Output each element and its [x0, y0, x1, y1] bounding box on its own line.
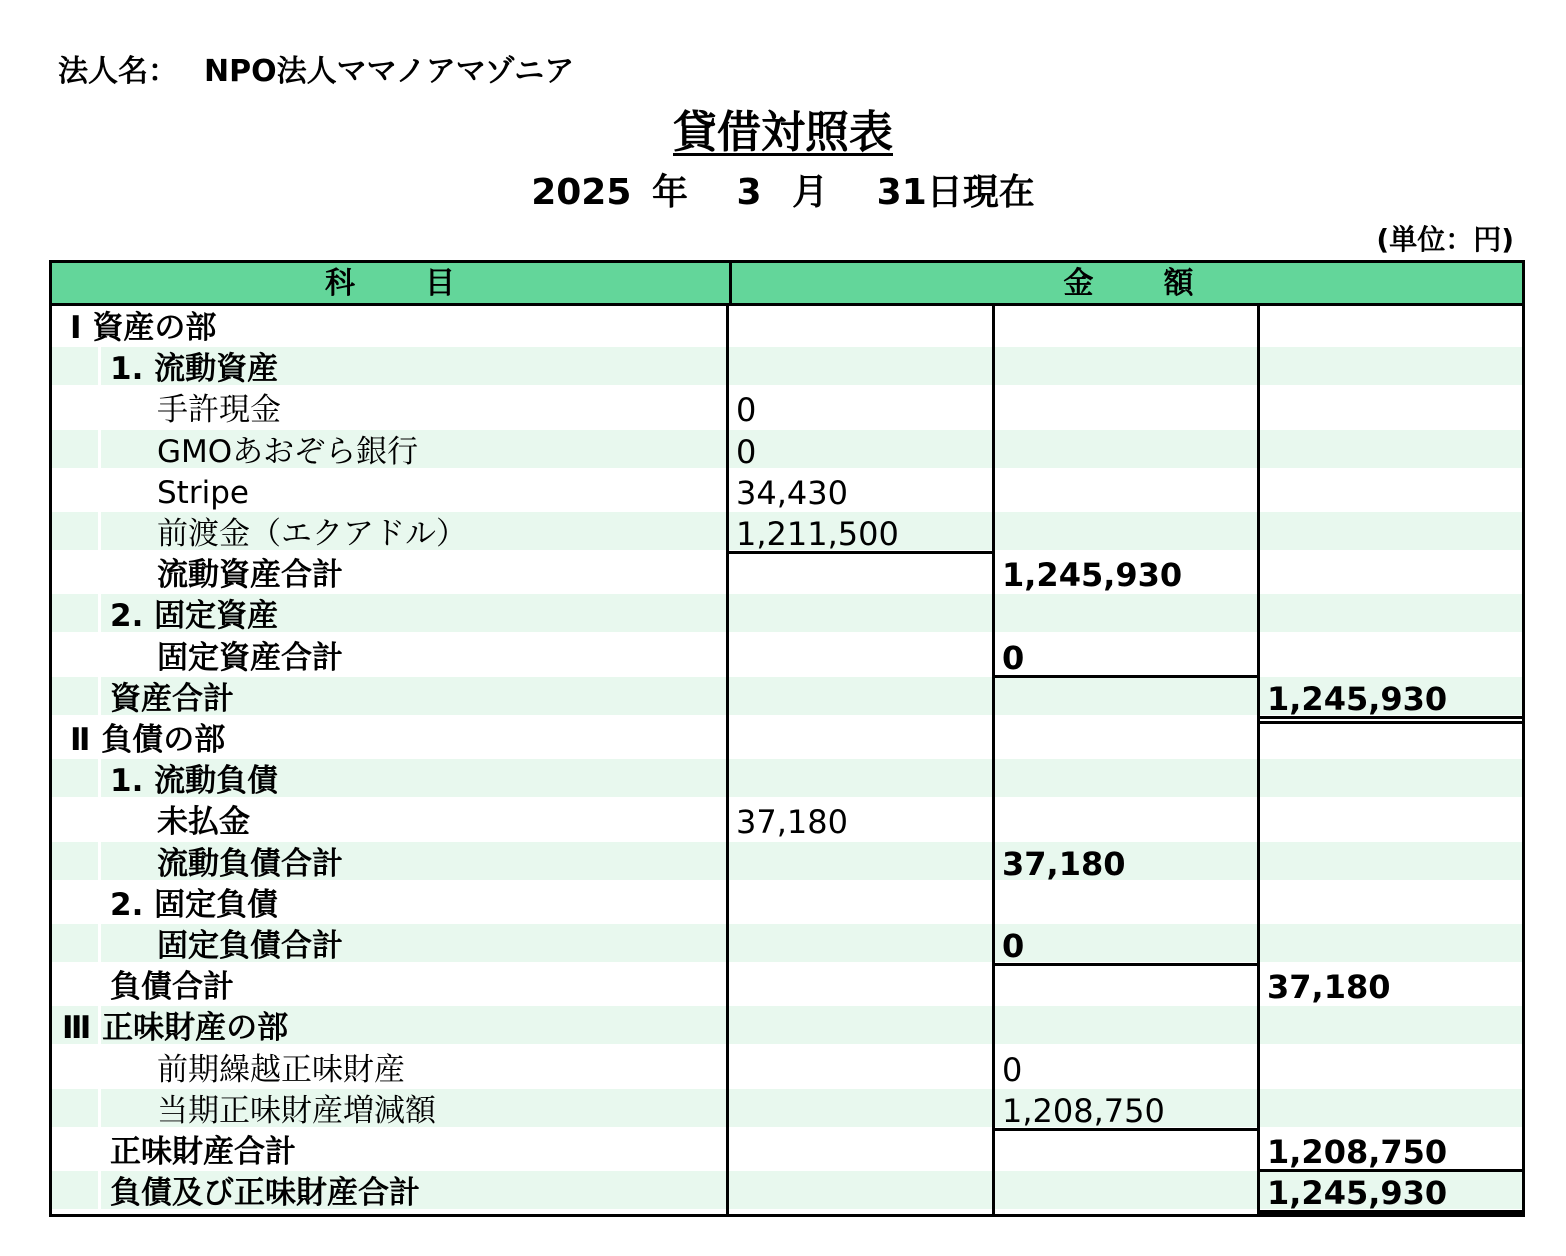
stripe-gap: [98, 347, 101, 385]
amount-cell: 0: [736, 391, 757, 430]
date-year-unit: 年: [651, 172, 688, 213]
row-label: 手許現金: [157, 392, 281, 429]
row-label: 1. 流動資産: [110, 351, 279, 388]
subtotal-rule: [992, 675, 1257, 678]
row-label: 資産合計: [110, 680, 234, 717]
amount-cell: 1,208,750: [1002, 1091, 1165, 1130]
amount-cell: 37,180: [1267, 968, 1391, 1007]
stripe-gap: [98, 1171, 101, 1209]
date-year: 2025: [531, 172, 632, 213]
document-title: 貸借対照表: [673, 107, 893, 158]
column-divider: [992, 306, 995, 1217]
stripe-gap: [98, 842, 101, 880]
amount-cell: 37,180: [1002, 844, 1126, 883]
amount-cell: 34,430: [736, 473, 848, 512]
stripe-gap: [98, 924, 101, 962]
amount-cell: 1,245,930: [1002, 556, 1183, 595]
stripe-gap: [98, 512, 101, 550]
row-label: 当期正味財産増減額: [157, 1092, 436, 1129]
table-body: [49, 306, 1525, 1217]
row-label: 未払金: [157, 804, 250, 841]
corporation-value: NPO法人ママノアマゾニア: [204, 54, 575, 89]
amount-cell: 0: [736, 432, 757, 471]
subtotal-rule: [992, 963, 1257, 966]
row-label: 流動負債合計: [157, 845, 343, 882]
row-label: Stripe: [157, 474, 249, 511]
stripe-gap: [98, 594, 101, 632]
as-of-date: [0, 164, 1566, 215]
date-month-unit: 月: [792, 172, 829, 213]
balance-sheet-table: [49, 260, 1525, 1217]
row-label: Ⅲ 正味財産の部: [62, 1010, 289, 1047]
row-label: 負債及び正味財産合計: [110, 1175, 420, 1212]
row-label: 1. 流動負債: [110, 763, 279, 800]
corporation-name: [58, 46, 574, 90]
row-label: Ⅰ 資産の部: [70, 310, 217, 346]
corporation-label: 法人名：: [58, 54, 178, 89]
row-label: 2. 固定資産: [110, 598, 279, 635]
subtotal-rule: [1257, 721, 1522, 724]
amount-cell: 1,211,500: [736, 515, 899, 553]
header-subject: 科目: [325, 266, 525, 301]
stripe-gap: [98, 430, 101, 468]
column-divider: [726, 306, 729, 1217]
amount-cell: 1,208,750: [1267, 1133, 1448, 1171]
row-label: GMOあおぞら銀行: [157, 433, 419, 470]
date-day: 31: [876, 172, 927, 213]
stripe-gap: [98, 677, 101, 715]
row-label: 固定資産合計: [157, 639, 343, 676]
stripe-gap: [98, 1089, 101, 1127]
date-suffix: 日現在: [926, 172, 1035, 213]
row-label: 流動資産合計: [157, 557, 343, 594]
amount-cell: 0: [1002, 927, 1025, 965]
amount-cell: 37,180: [736, 803, 848, 842]
stripe-gap: [98, 759, 101, 797]
row-label: 正味財産合計: [110, 1134, 296, 1170]
header-amount: 金額: [729, 263, 1525, 303]
amount-cell: 0: [1002, 638, 1025, 677]
row-label: 負債合計: [110, 969, 234, 1006]
row-label: 2. 固定負債: [110, 886, 279, 923]
amount-cell: 1,245,930: [1267, 1174, 1448, 1213]
column-divider: [1257, 306, 1260, 1217]
row-label: 前期繰越正味財産: [157, 1051, 405, 1088]
unit-note: (単位：円): [1376, 223, 1514, 256]
amount-cell: 1,245,930: [1267, 679, 1448, 718]
date-month: 3: [736, 172, 762, 213]
row-label: 固定負債合計: [157, 928, 343, 964]
subtotal-rule: [1257, 1213, 1522, 1216]
table-header: [49, 260, 1525, 306]
amount-cell: 0: [1002, 1050, 1023, 1089]
row-label: Ⅱ 負債の部: [70, 722, 226, 758]
row-label: 前渡金（エクアドル）: [157, 516, 467, 552]
